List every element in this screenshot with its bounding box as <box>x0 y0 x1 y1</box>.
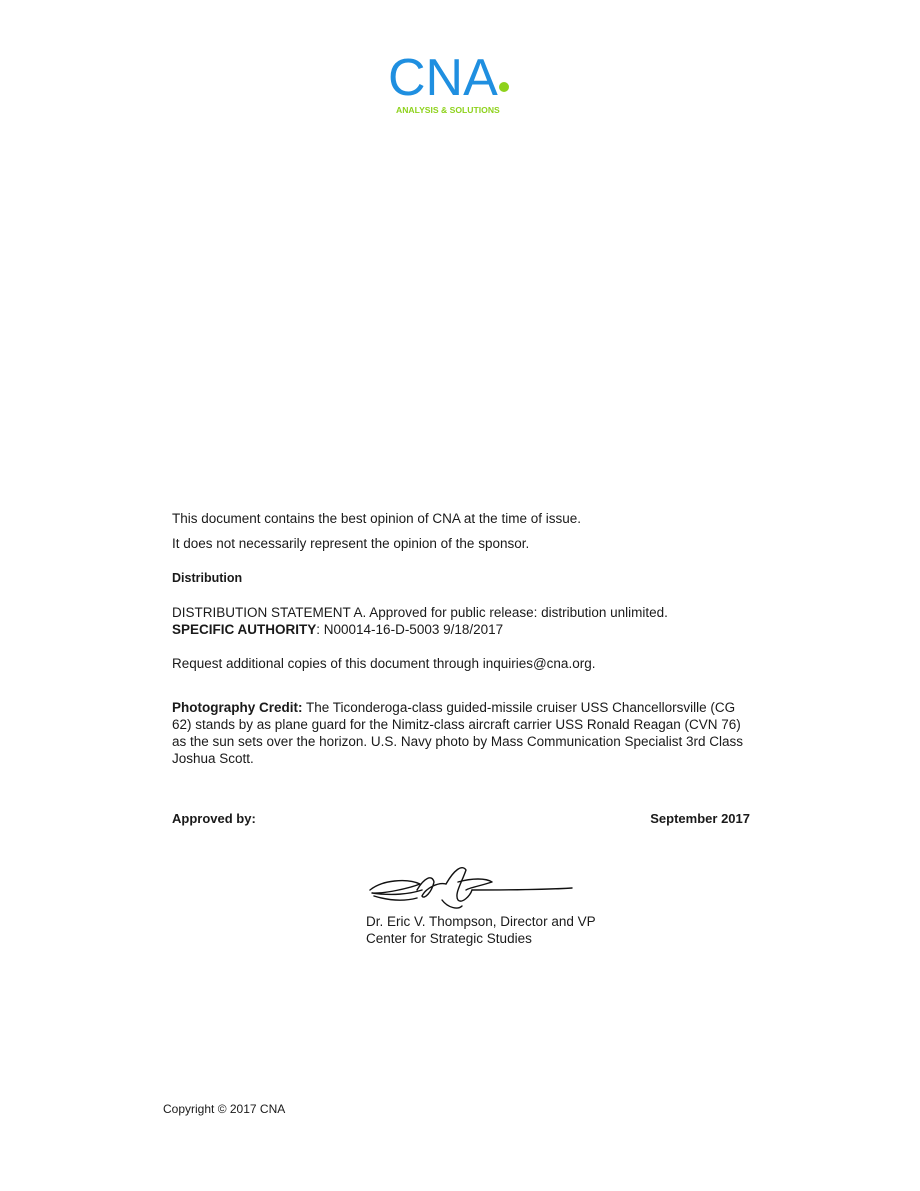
sponsor-disclaimer: It does not necessarily represent the opinion of the sponsor. <box>172 536 530 551</box>
signer-name: Dr. Eric V. Thompson, Director and VP <box>366 914 596 929</box>
distribution-heading: Distribution <box>172 571 243 585</box>
specific-authority-value: : N00014-16-D-5003 9/18/2017 <box>316 622 504 637</box>
specific-authority-label: SPECIFIC AUTHORITY <box>172 622 317 637</box>
copyright: Copyright © 2017 CNA <box>163 1102 286 1116</box>
approval-date: September 2017 <box>650 811 750 826</box>
photo-credit <box>172 699 757 767</box>
photo-credit-label: Photography Credit: <box>172 700 303 715</box>
signer-block <box>366 913 596 947</box>
logo-dot <box>499 82 509 92</box>
cna-logo <box>388 50 533 120</box>
request-copies: Request additional copies of this document through inquiries@cna.org. <box>172 656 596 671</box>
signature <box>362 860 577 915</box>
approved-by-label: Approved by: <box>172 811 256 826</box>
signer-organization: Center for Strategic Studies <box>366 931 532 946</box>
opinion-notice: This document contains the best opinion of CNA at the time of issue. <box>172 511 581 526</box>
specific-authority <box>172 621 752 638</box>
distribution-statement: DISTRIBUTION STATEMENT A. Approved for public release: distribution unlimited. <box>172 605 668 620</box>
photo-credit-text: The Ticonderoga-class guided-missile cruiser USS Chancellorsville (CG 62) stands by as plane guard for the Nimitz-class aircraft carrier USS Ronald Reagan (CVN 76) as the sun sets over the horizon. U.S. Navy photo by Mass Communication Specialist 3rd Class Joshua Scott. <box>172 700 744 766</box>
logo-tagline: ANALYSIS & SOLUTIONS <box>396 105 500 115</box>
logo-wordmark: CNA <box>388 50 498 107</box>
